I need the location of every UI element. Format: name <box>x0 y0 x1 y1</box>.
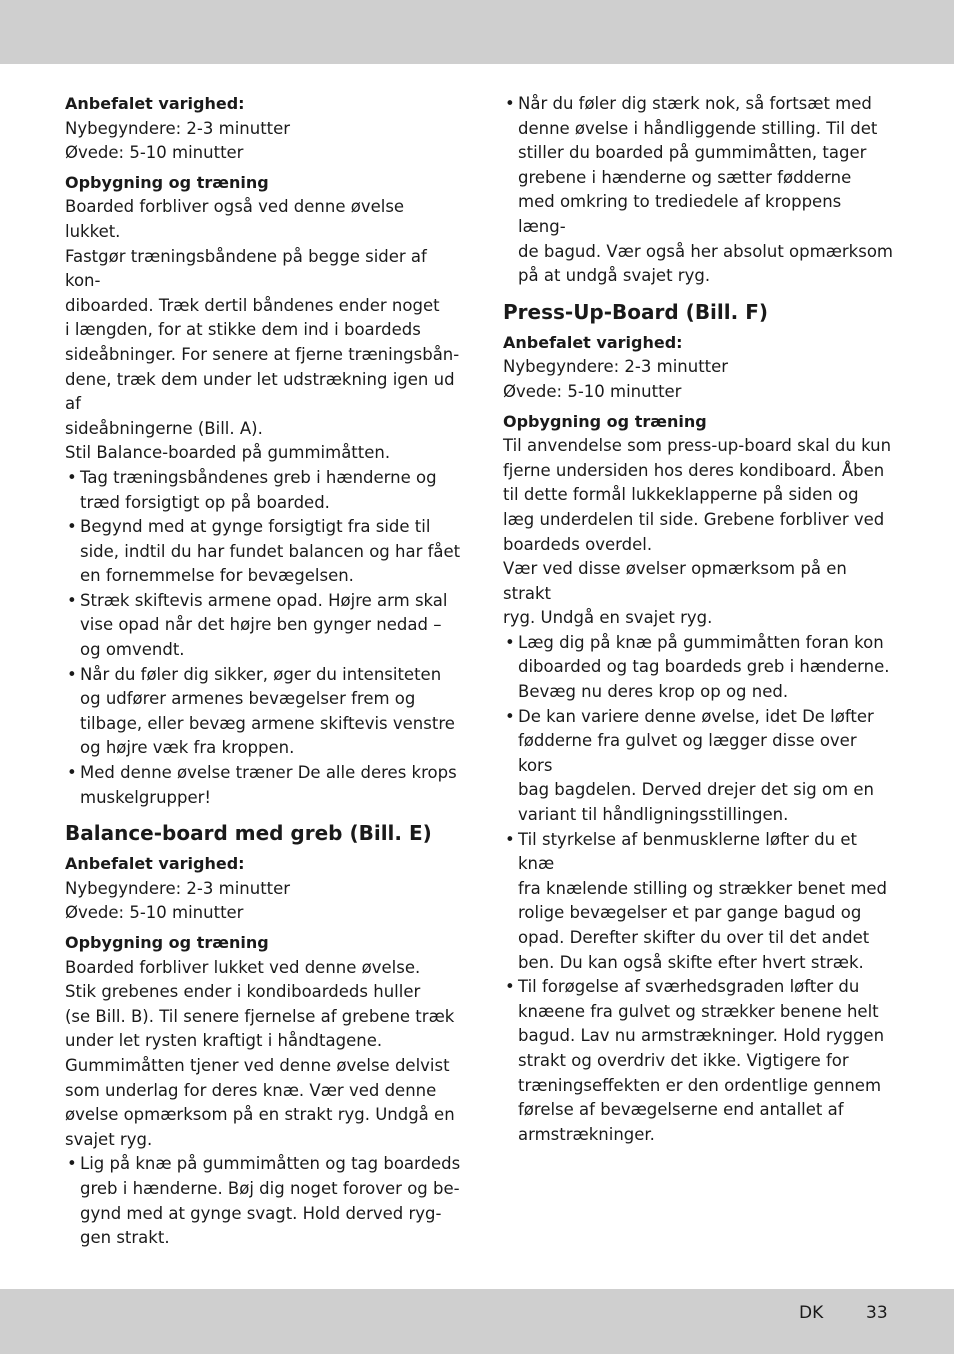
list-item: • Med denne øvelse træner De alle deres krops muskelgrupper! <box>65 761 461 810</box>
page-number: 33 <box>866 1303 888 1323</box>
list-item: • Stræk skiftevis armene opad. Højre arm skal vise opad når det højre ben gynger nedad – og omvendt. <box>65 589 461 663</box>
section-heading-balance-board-grip: Balance-board med greb (Bill. E) <box>65 821 432 846</box>
list-item: • Tag træningsbåndenes greb i hænderne og træd forsigtigt op på boarded. <box>65 466 461 515</box>
build-label: Opbygning og træning <box>503 411 707 431</box>
duration-label: Anbefalet varighed: <box>65 854 245 874</box>
list-item: • Til forøgelse af sværhedsgraden løfter du knæene fra gulvet og strækker benene helt bagud. Lav nu armstrækninger. Hold ryggen strakt og overdriv det ikke. Vigtigere for træningseffekten er den ordentlige gennem førelse af bevægelserne end antallet af armstrækninger. <box>503 975 893 1147</box>
list-item: • Til styrkelse af benmusklerne løfter du et knæ fra knælende stilling og strækker benet med rolige bevægelser et par gange bagud og opad. Derefter skifter du over til det andet ben. Du kan også skifte efter hvert stræk. <box>503 828 893 976</box>
list-item: • Når du føler dig stærk nok, så fortsæt med denne øvelse i håndliggende stilling. Til det stiller du boarded på gummimåtten, tager grebene i hænderne og sætter fødderne med omkring to trediedele af kroppens læng- de bagud. Vær også her absolut opmærksom på at undgå svajet ryg. <box>503 92 893 289</box>
left-column <box>65 92 461 1251</box>
advanced-duration: Øvede: 5-10 minutter <box>65 143 244 163</box>
bullet-list <box>503 631 893 1147</box>
build-label: Opbygning og træning <box>65 933 269 952</box>
section-body-2: Stil Balance-boarded på gummimåtten. <box>65 443 391 463</box>
section-body-2: Vær ved disse øvelser opmærksom på en strakt ryg. Undgå en svajet ryg. <box>503 559 847 628</box>
section-body: Til anvendelse som press-up-board skal du kun fjerne undersiden hos deres kondiboard. Åben til dette formål lukkeklapperne på siden og læg underdelen til side. Grebene forbliver ved boardeds overdel. <box>503 436 892 554</box>
language-code: DK <box>799 1303 824 1323</box>
header-band <box>0 0 954 64</box>
beginners-duration: Nybegyndere: 2-3 minutter <box>65 878 291 898</box>
section-heading-press-up-board: Press-Up-Board (Bill. F) <box>503 299 768 324</box>
list-item: • Begynd med at gynge forsigtigt fra side til side, indtil du har fundet balancen og har fået en fornemmelse for bevægelsen. <box>65 515 461 589</box>
section-body: Boarded forbliver lukket ved denne øvelse. Stik grebenes ender i kondiboardeds huller (se Bill. B). Til senere fjernelse af grebene træk under let rysten kraftigt i håndtagene. Gummimåtten tjener ved denne øvelse delvist som underlag for deres knæ. Vær ved denne øvelse opmærksom på en strakt ryg. Undgå en svajet ryg. <box>65 957 455 1149</box>
section-body: Boarded forbliver også ved denne øvelse lukket. Fastgør træningsbåndene på begge sider af kon- diboarded. Træk dertil båndenes ender noget i længden, for at stikke dem ind i boardeds sideåbninger. For senere at fjerne træningsbån- dene, træk dem under let udstrækning igen ud af sideåbningerne (Bill. A). <box>65 197 460 438</box>
beginners-duration: Nybegyndere: 2-3 minutter <box>65 118 291 138</box>
beginners-duration: Nybegyndere: 2-3 minutter <box>503 357 729 377</box>
right-column <box>503 92 893 1147</box>
list-item: • De kan variere denne øvelse, idet De løfter fødderne fra gulvet og lægger disse over kors bag bagdelen. Derved drejer det sig om en variant til håndligningsstillingen. <box>503 705 893 828</box>
advanced-duration: Øvede: 5-10 minutter <box>65 903 244 923</box>
advanced-duration: Øvede: 5-10 minutter <box>503 381 682 401</box>
bullet-list <box>503 92 893 289</box>
duration-label: Anbefalet varighed: <box>65 94 245 113</box>
bullet-list <box>65 466 461 810</box>
list-item: • Når du føler dig sikker, øger du intensiteten og udfører armenes bevægelser frem og tilbage, eller bevæg armene skiftevis venstre og højre væk fra kroppen. <box>65 663 461 761</box>
build-label: Opbygning og træning <box>65 172 269 192</box>
list-item: • Læg dig på knæ på gummimåtten foran kon diboarded og tag boardeds greb i hænderne. Bevæg nu deres krop op og ned. <box>503 631 893 705</box>
duration-label: Anbefalet varighed: <box>503 332 683 352</box>
list-item: • Lig på knæ på gummimåtten og tag boardeds greb i hænderne. Bøj dig noget forover og be- gynd med at gynge svagt. Hold derved ryg- gen strakt. <box>65 1152 461 1250</box>
bullet-list <box>65 1152 461 1250</box>
